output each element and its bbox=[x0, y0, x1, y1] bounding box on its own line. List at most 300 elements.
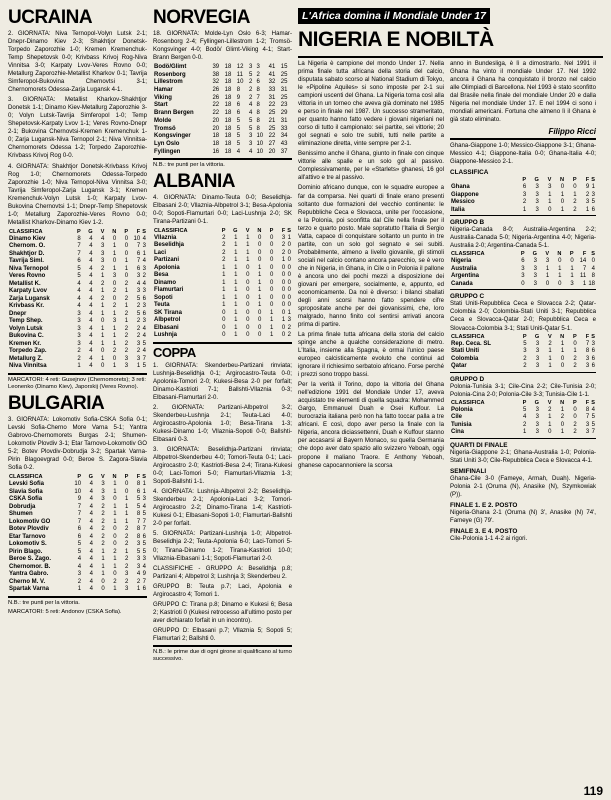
table-header-cell: P bbox=[520, 251, 525, 258]
table-cell: 3 bbox=[77, 571, 82, 577]
table-row bbox=[450, 414, 596, 422]
table-cell: 5 bbox=[523, 340, 527, 347]
table-cell: 0 bbox=[573, 414, 577, 421]
table-cell: 0 bbox=[112, 258, 117, 265]
table-cell: 10 bbox=[256, 133, 264, 140]
table-cell: 1 bbox=[269, 317, 274, 324]
table-cell: 1 bbox=[570, 265, 574, 272]
table-cell: 3 bbox=[136, 563, 141, 570]
table-cell: 5 bbox=[248, 125, 253, 132]
table-cell: 1 bbox=[112, 333, 117, 340]
table-cell: 0 bbox=[287, 257, 291, 264]
group-results: Polonia-Tunisia 3-1; Cile-Cina 2-2; Cile-Tunisia 2-0; Polonia-Cina 2-0; Polonia-Cile 3-3; Tunisia-Cile 1-1. bbox=[450, 382, 596, 398]
table-cell: 3 bbox=[533, 265, 537, 272]
table-cell: 20 bbox=[212, 125, 220, 132]
table-header-cell: P bbox=[573, 333, 577, 340]
table-header-cell: N bbox=[559, 177, 565, 184]
table-row bbox=[8, 273, 147, 281]
table-cell: 7 bbox=[142, 518, 146, 525]
table-cell: 3 bbox=[535, 191, 539, 198]
table-row bbox=[450, 273, 596, 281]
table-cell: 4 bbox=[77, 563, 82, 570]
table-header-cell: G bbox=[534, 177, 539, 184]
table-cell: 0 bbox=[281, 279, 286, 286]
table-cell: 1 bbox=[548, 355, 552, 362]
table-cell: 2 bbox=[124, 348, 129, 355]
table-cell: Hamar bbox=[154, 87, 173, 94]
table-cell: 4 bbox=[77, 295, 81, 302]
table-cell: 6 bbox=[236, 102, 241, 109]
table-header-cell: CLASSIFICA bbox=[451, 251, 485, 258]
table-cell: 0 bbox=[113, 533, 117, 540]
table-cell: 4 bbox=[248, 102, 253, 109]
table-cell: 1 bbox=[77, 363, 81, 370]
table-cell: Kongsvinger bbox=[154, 133, 191, 140]
table-cell: 6 bbox=[142, 295, 146, 302]
table-cell: 1 bbox=[234, 324, 238, 331]
table-cell: 0 bbox=[560, 421, 565, 428]
table-cell: 0 bbox=[258, 309, 262, 316]
table-header-cell: CLASSIFICA bbox=[451, 399, 485, 406]
table-cell: 2 bbox=[136, 318, 141, 325]
table-cell: 9 bbox=[236, 94, 241, 101]
table-cell: 2 bbox=[101, 541, 105, 547]
table-cell: 18 bbox=[224, 117, 232, 124]
table-cell: 3 bbox=[77, 325, 81, 332]
table-row bbox=[450, 192, 596, 200]
table-cell: 4 bbox=[89, 303, 93, 310]
table-cell: Cina bbox=[451, 429, 465, 436]
table-row bbox=[8, 489, 147, 497]
table-cell: 1 bbox=[101, 303, 105, 310]
table-cell: 1 bbox=[258, 279, 262, 286]
table-cell: 22 bbox=[268, 102, 276, 109]
table-header-cell: F bbox=[281, 227, 286, 234]
table-row bbox=[153, 287, 292, 295]
table-row bbox=[8, 318, 147, 326]
table-row bbox=[8, 541, 147, 549]
table-cell: 0 bbox=[545, 280, 550, 287]
table-row bbox=[153, 250, 292, 258]
table-header-cell: N bbox=[560, 333, 565, 340]
table-header-cell: G bbox=[534, 333, 540, 340]
table-cell: 4 bbox=[591, 265, 595, 272]
table-row bbox=[153, 235, 292, 243]
table-header-cell: P bbox=[124, 228, 129, 235]
table-cell: Besa bbox=[154, 272, 169, 279]
table-cell: 26 bbox=[212, 87, 220, 94]
table-cell: 1 bbox=[287, 234, 291, 241]
table-cell: 1 bbox=[234, 234, 238, 241]
table-cell: 5 bbox=[142, 340, 146, 347]
coppa-g2: 2. GIORNATA: Partizani-Albpetrol 3-2; Skenderbeu-Lushnja 2-1; Teuta-Laci 4-0; Argirocastro-Apolonia 1-0; Besa-Tirana 1-3; Kukesi-Dinamo 1-0; Vllaznia-Sopoti 0-0; Ballshti-Elbasani 0-3. bbox=[153, 403, 292, 444]
table-cell: 0 bbox=[269, 272, 274, 279]
table-cell: 2 bbox=[222, 234, 226, 241]
table-header-cell: S bbox=[287, 227, 291, 234]
table-header-cell: F bbox=[136, 228, 141, 235]
table-cell: 1 bbox=[113, 563, 117, 570]
table-cell: 31 bbox=[280, 117, 288, 124]
group-title: GRUPPO C bbox=[450, 293, 485, 301]
table-cell: 4 bbox=[89, 511, 93, 517]
table-cell: 2 bbox=[136, 348, 141, 355]
table-cell: 3 bbox=[585, 429, 590, 436]
table-cell: 1 bbox=[113, 488, 117, 495]
table-cell: 3 bbox=[248, 140, 253, 147]
bulgaria-note: N.B.: tre punti per la vittoria. bbox=[8, 599, 80, 606]
table-cell: 3 bbox=[142, 288, 146, 295]
table-cell: 0 bbox=[101, 348, 105, 355]
table-cell: 0 bbox=[112, 235, 117, 242]
table-cell: 0 bbox=[269, 234, 274, 241]
section-title-albania: ALBANIA bbox=[153, 170, 235, 192]
table-row bbox=[153, 149, 292, 157]
table-cell: 7 bbox=[77, 518, 82, 525]
table-cell: 2 bbox=[101, 295, 105, 302]
table-cell: 0 bbox=[269, 287, 274, 294]
table-cell: 1 bbox=[142, 250, 146, 257]
table-cell: 2 bbox=[287, 332, 291, 339]
table-cell: 8 bbox=[236, 87, 241, 94]
group-standings bbox=[450, 251, 596, 288]
table-cell: 5 bbox=[142, 363, 146, 370]
table-row bbox=[153, 118, 292, 126]
table-cell: 12 bbox=[236, 64, 244, 71]
table-cell: 0 bbox=[521, 280, 525, 287]
group-results: Stati Uniti-Repubblica Ceca e Slovacca 2-2; Qatar-Colombia 2-0; Colombia-Stati Uniti 3-1; Repubblica Ceca e Slovacca-Qatar 2-0; Repubblica Ceca e Slovacca-Colombia 3-1; Stati Uniti-Qatar 5-1. bbox=[450, 300, 596, 332]
table-cell: 5 bbox=[236, 125, 241, 132]
table-cell: 0 bbox=[269, 294, 274, 301]
table-cell: 4 bbox=[89, 541, 93, 547]
table-cell: 22 bbox=[212, 110, 220, 117]
table-cell: 4 bbox=[77, 280, 81, 287]
table-cell: 31 bbox=[280, 87, 288, 94]
table-cell: 2 bbox=[522, 199, 527, 206]
table-cell: 4 bbox=[142, 333, 146, 340]
table-cell: 1 bbox=[112, 243, 117, 250]
table-cell: Brann Bergen bbox=[154, 110, 194, 117]
table-cell: 2 bbox=[548, 406, 552, 413]
table-cell: 4 bbox=[77, 303, 81, 310]
table-cell: 5 bbox=[136, 503, 141, 510]
table-cell: 5 bbox=[248, 71, 253, 78]
table-cell: Niva Vinnitsa bbox=[9, 363, 47, 370]
table-cell: 2 bbox=[125, 533, 129, 540]
table-cell: Apolonia bbox=[154, 264, 180, 271]
table-cell: 3 bbox=[521, 273, 525, 280]
article-paragraph: La prima finale tutta africana della storia del calcio spinge anche a qualche considerazione di metro. L'Italia, insieme alla Spagna, è ormai l'unico paese europeo calcisticamente evoluto che continui ad ignorare il richiesimo serbatoio africano. Forse perché i prezzi sono troppo bassi. bbox=[298, 331, 444, 379]
table-cell: 22 bbox=[268, 133, 276, 140]
table-cell: 2 bbox=[101, 533, 105, 540]
norvegia-giornata18: 18. GIORNATA: Molde-Lyn Oslo 6-3; Hamar-Rosenborg 2-4; Fyllingen-Lillestrom 1-2; Tromsö-Kongsvinger 4-0; Bodö/ Glimt-Viking 4-1; Start-Brann Bergen 0-0. bbox=[153, 30, 292, 62]
table-cell: 6 bbox=[136, 488, 141, 495]
table-cell: 22 bbox=[212, 102, 220, 109]
table-cell: 3 bbox=[533, 280, 537, 287]
table-cell: 33 bbox=[280, 125, 288, 132]
table-cell: Argentina bbox=[451, 273, 480, 280]
table-header-cell: V bbox=[545, 251, 550, 258]
table-header-cell: G bbox=[88, 474, 93, 481]
table-cell: 0 bbox=[281, 332, 286, 339]
article-column-right bbox=[450, 60, 596, 543]
table-row bbox=[153, 87, 292, 95]
table-cell: 0 bbox=[281, 264, 286, 271]
ucraina-giornata2: 2. GIORNATA: Niva Ternopol-Volyn Lutsk 2-1; Dnepr-Dinamo Kiev 2-3; Shakhtjor Donetsk-Torpedo Zaporozhie 1-0; Kremen Kremenchuk-Temp Shepetovsk 0-0; Krivbass Krivoj Rog-Niva Vinnitsa 3-0; Karpaty Lvov-Veres Rovno 0-0; Metallurg Zaporozhie-Metallist Kharkov 0-1; Tavrija Simferopol-Bukovina Chernovtsi 3-1; Chernomorets Odessa-Zarja Lugansk 4-1. bbox=[8, 30, 147, 94]
table-header-cell: S bbox=[591, 399, 595, 406]
table-cell: 3 bbox=[591, 191, 595, 198]
table-cell: 0 bbox=[112, 295, 117, 302]
table-cell: 0 bbox=[560, 184, 565, 191]
table-cell: 43 bbox=[280, 140, 288, 147]
table-cell: 18 bbox=[224, 133, 232, 140]
table-cell: 2 bbox=[125, 578, 129, 585]
table-cell: 2 bbox=[142, 273, 146, 280]
table-cell: 4 bbox=[142, 348, 146, 355]
table-cell: 1 bbox=[124, 258, 129, 265]
table-cell: 8 bbox=[136, 533, 141, 540]
table-cell: 39 bbox=[212, 64, 220, 71]
table-cell: 7 bbox=[582, 265, 587, 272]
table-cell: 0 bbox=[101, 578, 105, 585]
table-cell: 3 bbox=[535, 340, 540, 347]
table-cell: 3 bbox=[523, 348, 527, 355]
table-row bbox=[153, 295, 292, 303]
article-paragraph: anno in Bundesliga, è lì a dimostrarlo. Nel 1991 il Ghana ha vinto il mondiale Under 17. Nel 1992 ancora il Ghana ha conquistato il bronzo nel calcio alle Olimpiadi di Barcellona. Nel 1993 è stato sconfitto dal Brasile nella finale del mondiale Under 20 e dalla Nigeria nel mondiale Under 17. E nel 1994 ci sono i mondiali americani. Fortuna che almeno lì il Ghana è già stato eliminato. bbox=[450, 60, 596, 124]
table-cell: 4 bbox=[89, 318, 93, 325]
table-header-row bbox=[153, 228, 292, 235]
table-cell: 0 bbox=[281, 309, 286, 316]
table-row bbox=[153, 72, 292, 80]
table-cell: 2 bbox=[101, 518, 105, 525]
table-cell: 7 bbox=[591, 429, 595, 436]
table-cell: 3 bbox=[248, 64, 253, 71]
table-cell: 3 bbox=[101, 258, 105, 265]
table-cell: 4 bbox=[89, 333, 93, 340]
table-header-cell: S bbox=[591, 177, 595, 184]
table-header-cell: P bbox=[522, 333, 527, 340]
table-cell: 1 bbox=[246, 242, 250, 249]
table-cell: 2 bbox=[125, 526, 129, 532]
table-cell: 0 bbox=[124, 243, 129, 250]
table-cell: 0 bbox=[113, 541, 117, 547]
table-cell: 1 bbox=[136, 586, 141, 592]
table-cell: Levski Sofia bbox=[9, 481, 45, 487]
table-header-cell: V bbox=[100, 228, 105, 235]
table-cell: 1 bbox=[124, 318, 129, 325]
table-cell: 1 bbox=[101, 355, 105, 362]
table-header-cell: F bbox=[136, 474, 141, 481]
table-cell: 4 bbox=[142, 325, 146, 332]
table-cell: 2 bbox=[136, 325, 141, 332]
table-cell: Lushnja bbox=[154, 332, 178, 339]
group-results: Nigeria-Giappone 2-1; Ghana-Australia 1-0; Polonia-Stati Uniti 3-0; Cile-Repubblica Ceca e Slovacca 4-1. bbox=[450, 448, 596, 464]
table-cell: Dnepr bbox=[9, 310, 27, 317]
table-cell: 4 bbox=[591, 406, 595, 413]
table-cell: 2 bbox=[573, 429, 577, 436]
group-results: Ghana-Cile 3-0 (Fameye, Armah, Duah). Nigeria-Polonia 2-1 (Oruma (N), Anasike (N), Szymkowiak (P)). bbox=[450, 474, 596, 498]
table-cell: 1 bbox=[573, 348, 577, 355]
table-cell: 1 bbox=[101, 340, 105, 347]
table-cell: 3 bbox=[142, 318, 146, 325]
table-cell: 26 bbox=[212, 94, 220, 101]
table-cell: 2 bbox=[125, 541, 129, 547]
table-cell: Pirin Blago. bbox=[9, 548, 43, 555]
table-cell: Elbasani bbox=[154, 324, 179, 331]
table-cell: 2 bbox=[136, 303, 141, 310]
table-cell: 1 bbox=[560, 429, 565, 436]
table-cell: 0 bbox=[287, 242, 291, 249]
table-cell: Australia bbox=[451, 265, 477, 272]
table-cell: 1 bbox=[548, 421, 552, 428]
table-cell: Karpaty Lvov bbox=[9, 288, 48, 295]
table-cell: 4 bbox=[89, 481, 93, 487]
table-cell: 0 bbox=[258, 242, 262, 249]
coppa-gruppoC: GRUPPO C: Tirana p.8; Dinamo e Kukesi 6; Besa 2; Kastrioti 0 (Kukesi retrocesso all'ultimo posto per aver dichiarato forfait in un incontro). bbox=[153, 600, 292, 624]
table-cell: 0 bbox=[124, 273, 129, 280]
table-cell: 1 bbox=[234, 242, 238, 249]
table-header-row bbox=[450, 400, 596, 407]
table-cell: 4 bbox=[89, 496, 93, 502]
table-cell: 3 bbox=[570, 280, 574, 287]
table-cell: Tavrija Siml. bbox=[9, 258, 44, 265]
table-header-cell: P bbox=[522, 399, 527, 406]
table-cell: 1 bbox=[582, 280, 587, 287]
page-columns bbox=[8, 6, 603, 776]
table-cell: 6 bbox=[77, 258, 81, 265]
table-cell: 1 bbox=[258, 302, 262, 309]
table-cell: Beselidhja bbox=[154, 242, 185, 249]
table-cell: 4 bbox=[89, 280, 93, 287]
table-cell: 6 bbox=[142, 586, 146, 592]
table-cell: Kremen Kr. bbox=[9, 340, 42, 347]
table-cell: 3 bbox=[101, 243, 105, 250]
table-header-cell: CLASSIFICA bbox=[9, 474, 43, 481]
article-column-left bbox=[298, 60, 444, 543]
table-cell: 18 bbox=[224, 64, 232, 71]
table-row bbox=[153, 325, 292, 333]
ucraina-giornata4: 4. GIORNATA: Shakhtjor Donetsk-Krivbass Krivoj Rog 1-0; Chernomorets Odessa-Torpedo Zaporozhie 1-0; Niva Ternopol-Niva Vinnitsa 3-0; Tavrija Simferopol-Zarja Lugansk 3-1; Kremen Kremenchuk-Volyn Lutsk 1-0; Karpaty Lvov-Bukovina Chernovtsi 1-1; Dnepr-Temp Shepetovsk 1-0; Metallurg Zaporozhie-Veres Rovno 0-0; Metallist Kharkov-Dinamo Kiev 1-2. bbox=[8, 162, 147, 226]
table-cell: 0 bbox=[222, 324, 226, 331]
section-title-coppa: COPPA bbox=[153, 344, 196, 360]
table-row bbox=[450, 184, 596, 192]
table-cell: 5 bbox=[136, 295, 141, 302]
table-header-cell: P bbox=[569, 251, 574, 258]
table-cell: 37 bbox=[280, 148, 288, 155]
table-cell: 5 bbox=[136, 548, 141, 555]
table-cell: 11 bbox=[580, 273, 587, 280]
table-cell: Laci bbox=[154, 249, 167, 256]
table-header-cell: S bbox=[142, 474, 146, 481]
table-cell: 1 bbox=[125, 503, 129, 510]
column-ucraina-bulgaria bbox=[8, 6, 147, 776]
table-cell: 1 bbox=[112, 340, 117, 347]
table-cell: 1 bbox=[112, 265, 117, 272]
table-cell: 1 bbox=[234, 332, 238, 339]
table-cell: 2 bbox=[281, 242, 286, 249]
table-header-cell: P bbox=[572, 177, 577, 184]
table-cell: 0 bbox=[558, 258, 562, 265]
table-cell: 23 bbox=[280, 102, 288, 109]
table-cell: 1 bbox=[560, 191, 565, 198]
table-cell: Chernom. O. bbox=[9, 243, 46, 250]
coppa-gruppoB: GRUPPO B: Teuta p.7; Laci, Apolonia e Argirocastro 4; Tomori 1. bbox=[153, 582, 292, 598]
table-cell: 4 bbox=[89, 273, 93, 280]
coppa-gruppoA: CLASSIFICHE - GRUPPO A: Beselidhja p.8; Partizani 4; Albpetrol 3; Lushnja 3; Skenderbeu 2. bbox=[153, 564, 292, 580]
table-cell: 0 bbox=[573, 184, 577, 191]
table-cell: 0 bbox=[287, 272, 291, 279]
table-cell: 18 bbox=[224, 125, 232, 132]
table-cell: 15 bbox=[280, 64, 288, 71]
table-row bbox=[450, 266, 596, 274]
table-header-row bbox=[8, 229, 147, 236]
table-row bbox=[8, 549, 147, 557]
table-cell: Dinamo Kiev bbox=[9, 235, 46, 242]
table-cell: 4 bbox=[77, 288, 81, 295]
table-row bbox=[8, 571, 147, 579]
table-row bbox=[8, 251, 147, 259]
table-cell: 3 bbox=[124, 355, 129, 362]
table-cell: 1 bbox=[269, 332, 274, 339]
table-cell: 2 bbox=[573, 206, 577, 213]
table-cell: 34 bbox=[280, 133, 288, 140]
table-cell: 41 bbox=[268, 64, 276, 71]
table-cell: SK Tirana bbox=[154, 309, 182, 316]
table-cell: 2 bbox=[573, 199, 577, 206]
table-header-cell: F bbox=[585, 177, 590, 184]
table-row bbox=[8, 266, 147, 274]
table-cell: 3 bbox=[125, 571, 129, 577]
table-cell: 3 bbox=[533, 258, 537, 265]
table-cell: 4 bbox=[142, 235, 146, 242]
table-cell: 1 bbox=[523, 429, 527, 436]
table-cell: 4 bbox=[523, 414, 527, 421]
table-header-row bbox=[450, 334, 596, 341]
table-cell: 2 bbox=[222, 242, 226, 249]
table-row bbox=[8, 511, 147, 519]
table-row bbox=[153, 310, 292, 318]
table-cell: 0 bbox=[112, 280, 117, 287]
table-cell: 4 bbox=[89, 586, 93, 592]
table-cell: Yantra Gabro. bbox=[9, 571, 49, 577]
table-cell: 4 bbox=[89, 258, 93, 265]
table-cell: 1 bbox=[269, 309, 274, 316]
table-cell: 1 bbox=[222, 279, 226, 286]
table-cell: 2 bbox=[112, 348, 117, 355]
table-cell: 1 bbox=[112, 310, 117, 317]
table-cell: Torpedo Zap. bbox=[9, 348, 47, 355]
table-cell: 0 bbox=[258, 332, 262, 339]
table-header-cell: V bbox=[547, 333, 552, 340]
table-row bbox=[153, 332, 292, 340]
table-cell: Stati Uniti bbox=[451, 348, 479, 355]
table-cell: 7 bbox=[77, 250, 81, 257]
table-header-cell: N bbox=[112, 228, 117, 235]
table-cell: 1 bbox=[124, 303, 129, 310]
table-header-cell: V bbox=[245, 227, 250, 234]
table-row bbox=[153, 126, 292, 134]
table-cell: 3 bbox=[287, 317, 291, 324]
table-cell: 10 bbox=[74, 481, 82, 487]
article-kicker: L'Africa domina il Mondiale Under 17 bbox=[298, 8, 490, 24]
table-row bbox=[450, 429, 596, 437]
table-cell: 0 bbox=[269, 264, 274, 271]
table-cell: 2 bbox=[125, 556, 129, 562]
table-cell: 20 bbox=[212, 117, 220, 124]
table-cell: 6 bbox=[591, 348, 595, 355]
table-cell: 10 bbox=[133, 235, 141, 242]
table-cell: 0 bbox=[560, 355, 565, 362]
table-cell: Volyn Lutsk bbox=[9, 325, 43, 332]
